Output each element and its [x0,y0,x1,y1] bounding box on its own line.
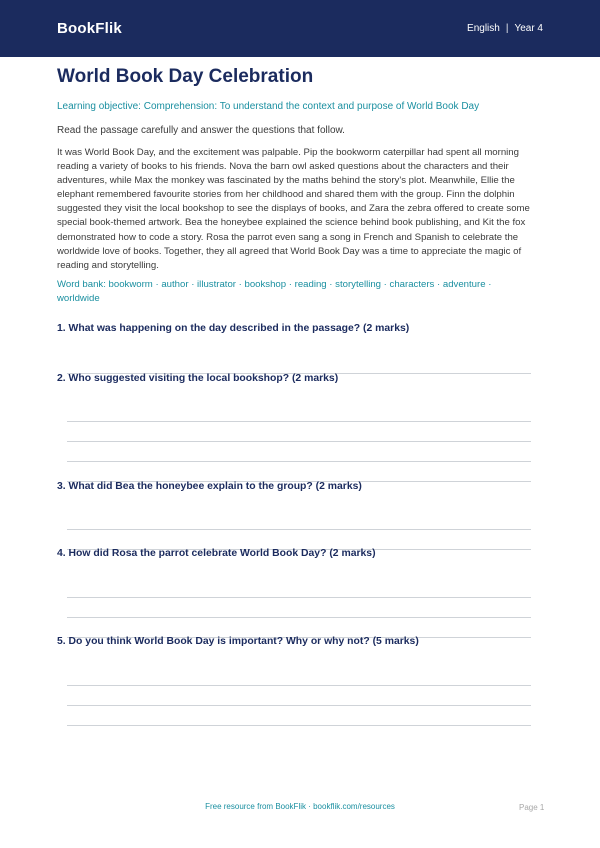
question-2: 2. Who suggested visiting the local bookshop? (2 marks) [57,373,339,384]
footer-text: Free resource from BookFlik · bookflik.com/resources [205,802,395,811]
learning-objective: Learning objective: Comprehension: To understand the context and purpose of World Book Day [57,101,480,112]
word-bank: Word bank: bookworm · author · illustrator · bookshop · reading · storytelling · characters · adventure · worldwide [57,279,492,304]
answer-line[interactable] [67,685,531,686]
question-1: 1. What was happening on the day described in the passage? (2 marks) [57,323,410,334]
question-3: 3. What did Bea the honeybee explain to the group? (2 marks) [57,481,362,492]
question-4: 4. How did Rosa the parrot celebrate World Book Day? (2 marks) [57,548,376,559]
reading-passage: It was World Book Day, and the excitement was palpable. Pip the bookworm caterpillar had spent all morning reading a variety of books to his friends. Nova the barn owl asked questions about the characters and their adventures, while Max the monkey was fascinated by the maths behind the story's plot. Meanwhile, Ellie the elephant remembered favourite stories from her childhood and shared them with the group. Finn the dolphin suggested they visit the local bookshop to see the displays of books, and Zara the zebra offered to create some special book-themed artwork. Bea the honeybee explained the science behind book publishing, and Kit the fox demonstrated how to code a story. Rosa the parrot even sang a song in French and Spanish to celebrate the worldwide love of books. Together, they all agreed that World Book Day was a time to appreciate the magic of reading and storytelling. [57,147,530,271]
brand-logo-text: BookFlik [57,20,122,37]
subject-label: English [467,23,500,34]
page-title: World Book Day Celebration [57,66,314,87]
question-5: 5. Do you think World Book Day is important? Why or why not? (5 marks) [57,636,419,647]
answer-line[interactable] [67,421,531,422]
instruction-text: Read the passage carefully and answer the questions that follow. [57,125,345,136]
answer-line[interactable] [67,617,531,618]
page-number: Page 1 [519,803,545,812]
header-separator: | [505,23,509,34]
page-header [0,0,600,57]
answer-line[interactable] [67,725,531,726]
answer-line[interactable] [67,597,531,598]
answer-line[interactable] [67,461,531,462]
header-meta [467,23,543,34]
answer-line[interactable] [67,441,531,442]
answer-line[interactable] [67,705,531,706]
answer-line[interactable] [67,529,531,530]
year-label: Year 4 [514,23,543,34]
